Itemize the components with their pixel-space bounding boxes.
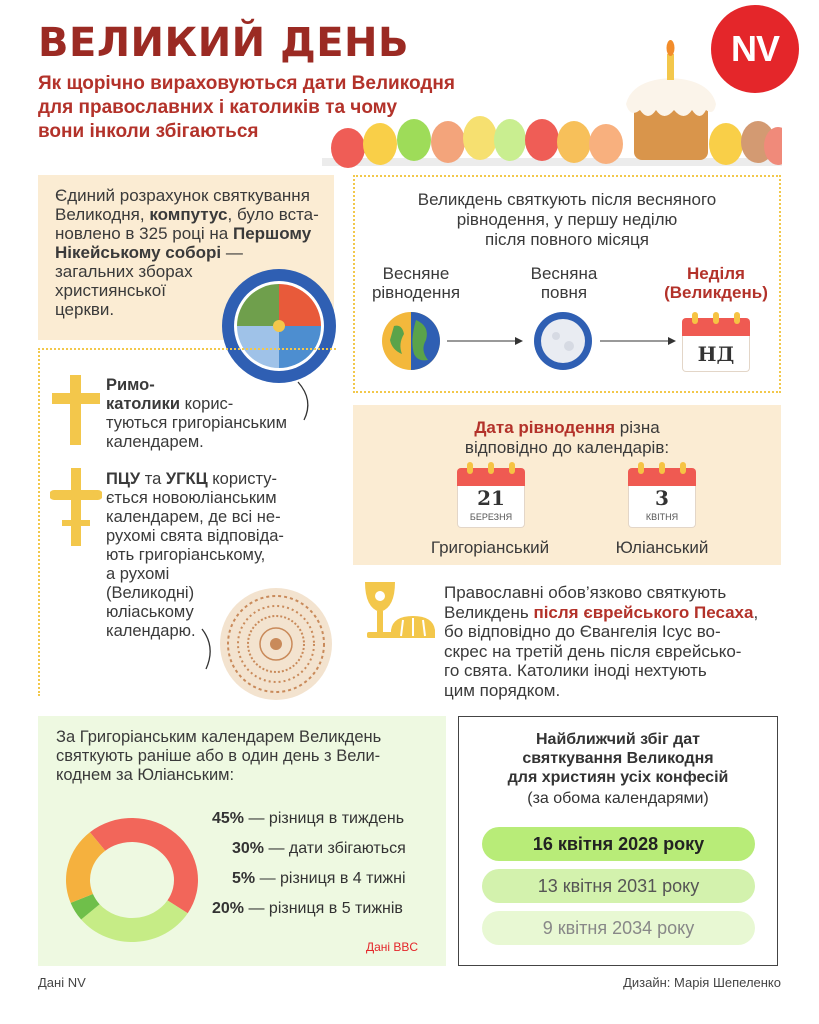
equinox-date-text: Дата рівнодення різна відповідно до календарів: — [464, 418, 670, 457]
julian-calendar-icon: 3 КВІТНЯ — [628, 462, 696, 528]
full-moon-icon — [532, 310, 594, 372]
earth-icon — [380, 310, 442, 372]
nv-logo: NV — [711, 5, 799, 93]
coincide-title: Найближчий збіг дат святкування Великодня для християн усіх конфесій — [507, 731, 729, 786]
stats-intro: За Григоріанським календарем Великдень святкують раніше або в один день з Вели- коднем за Юліанським: — [56, 728, 382, 784]
julian-label: Юліанський — [615, 538, 709, 557]
gregorian-calendar-icon: 21 БЕРЕЗНЯ — [457, 462, 525, 528]
equinox-label: Весняне рівнодення — [371, 264, 461, 302]
egg-segment-1 — [90, 818, 198, 913]
circular-calendar-icon — [218, 586, 334, 702]
page-subtitle: Як щорічно вираховуються дати Великодня для православних і католиків та чому вони інколи збігаються — [38, 73, 455, 142]
catholics-text: Римо- католики корис- туються григоріанським календарем. — [106, 376, 287, 451]
stats-source: Дані BBC — [366, 940, 419, 954]
orthodox-cross-icon — [50, 468, 102, 546]
computus-text: Єдиний розрахунок святкування Великодня, компутус, було вста- новлено в 325 році на Першому Нікейському соборі — загальних зборах християнської церкви. — [55, 186, 319, 319]
legend-item-1: 45% — різниця в тиждень — [212, 810, 405, 827]
passover-text: Православні обов’язково святкують Великдень після єврейського Песаха, бо відповідно до Євангелія Ісус во- скрес на третій день після єврейсько- го свята. Католики іноді нехтують цим порядком. — [444, 583, 759, 700]
easter-rule-text: Великдень святкують після весняного рівнодення, у першу неділю після повного місяця — [417, 190, 717, 249]
arrow-2 — [598, 334, 678, 348]
easter-eggs-illustration — [322, 40, 782, 170]
connector-line-2 — [196, 625, 226, 675]
latin-cross-icon — [50, 375, 102, 445]
legend-item-3: 5% — різниця в 4 тижні — [232, 870, 406, 887]
sunday-calendar-icon: НД — [682, 312, 750, 372]
egg-segment-2 — [81, 900, 188, 942]
gregorian-label: Григоріанський — [430, 538, 550, 557]
footer-design-credit: Дизайн: Марія Шепеленко — [623, 975, 781, 990]
date-pill-2031: 13 квітня 2031 року — [482, 869, 755, 903]
egg-donut-chart — [52, 800, 212, 950]
ocu-text: ПЦУ та УГКЦ користу- ється новоюліанським календарем, де всі не- рухомі свята відповіда- ють григоріанському, а рухомі (Великодні) юліаському календарю. — [106, 470, 284, 640]
page-title: ВЕЛИКИЙ ДЕНЬ — [38, 20, 409, 66]
footer-source: Дані NV — [38, 975, 86, 990]
chalice-bread-icon — [355, 578, 437, 658]
sunday-label: Неділя (Великдень) — [664, 264, 768, 302]
coincide-subtitle: (за обома календарями) — [527, 790, 709, 807]
legend-item-2: 30% — дати збігаються — [232, 840, 406, 857]
legend-item-4: 20% — різниця в 5 тижнів — [212, 900, 403, 917]
date-pill-2028: 16 квітня 2028 року — [482, 827, 755, 861]
date-pill-2034: 9 квітня 2034 року — [482, 911, 755, 945]
fullmoon-label: Весняна повня — [530, 264, 598, 302]
arrow-1 — [445, 334, 525, 348]
